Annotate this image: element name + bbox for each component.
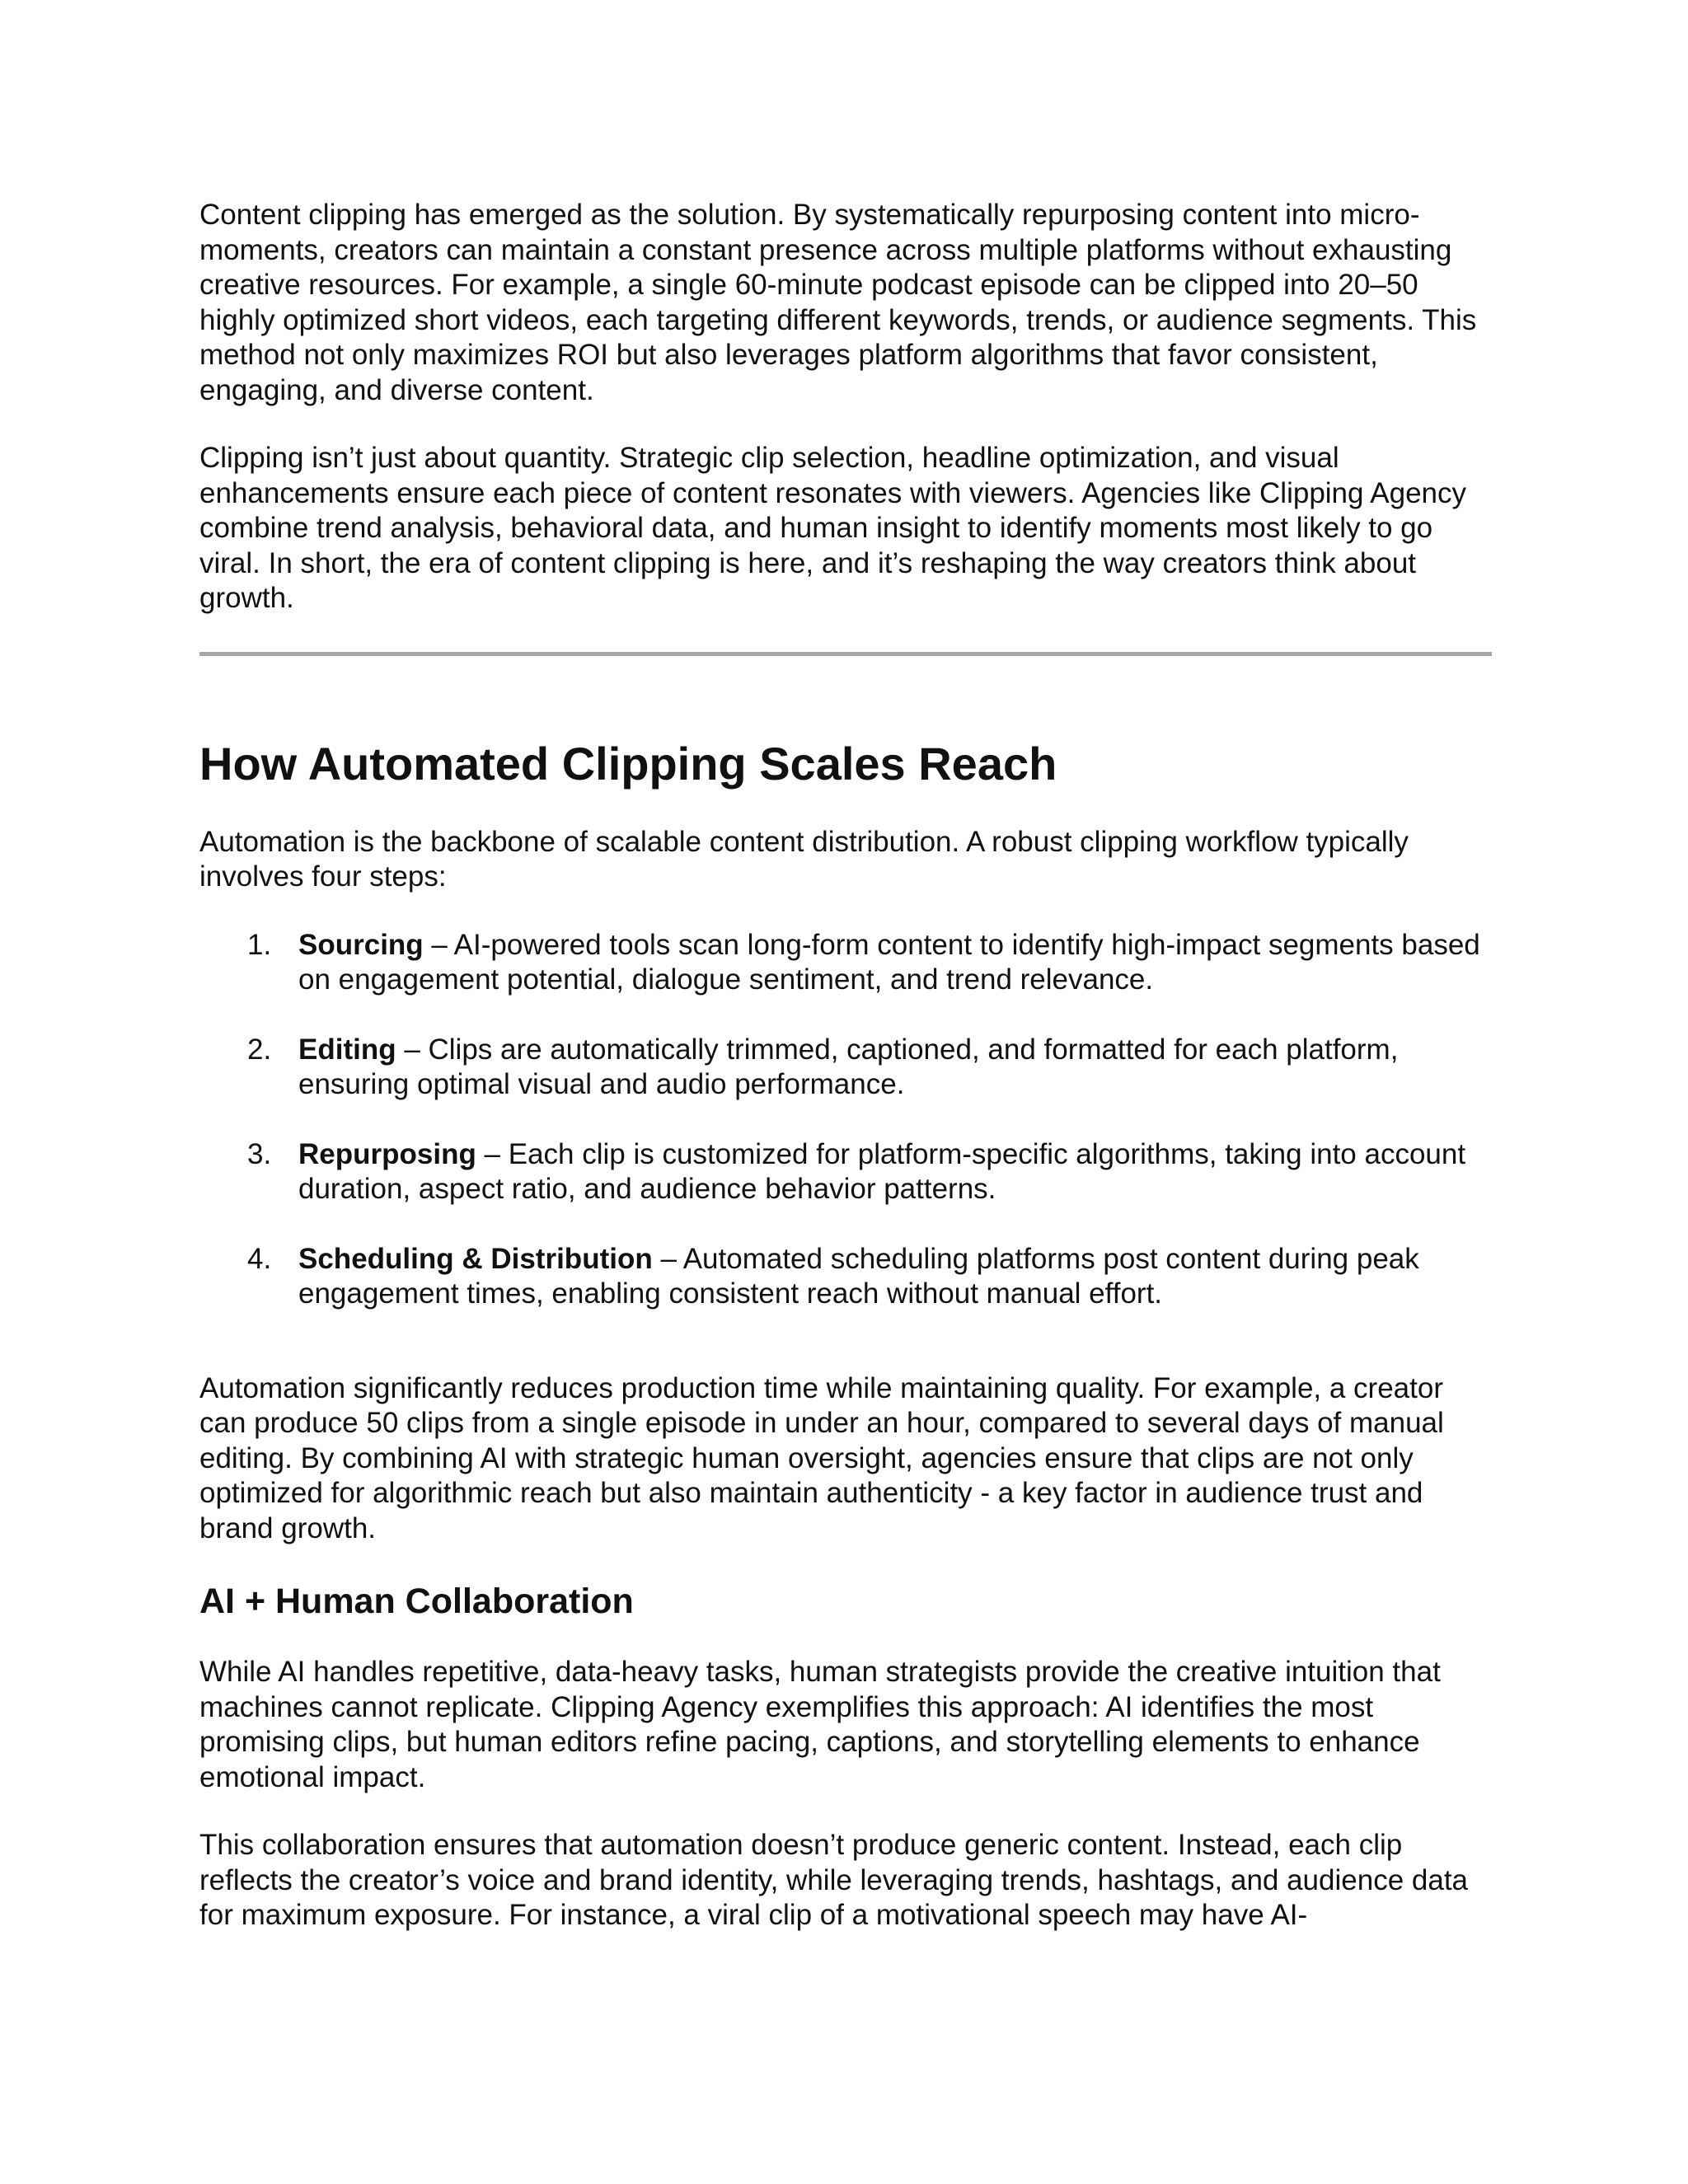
step-title: Editing xyxy=(298,1033,396,1066)
step-title: Repurposing xyxy=(298,1137,476,1170)
step-text: – Clips are automatically trimmed, captioned, and formatted for each platform, ensuring optimal visual and audio performance. xyxy=(298,1033,1399,1100)
step-text: – Each clip is customized for platform-specific algorithms, taking into account duration, aspect ratio, and audience behavior patterns. xyxy=(298,1137,1466,1205)
steps-list xyxy=(199,928,1492,1312)
list-item xyxy=(199,1242,1492,1312)
section-conclusion: Automation significantly reduces production time while maintaining quality. For example, a creator can produce 50 clips from a single episode in under an hour, compared to several days of manual editing. By combining AI with strategic human oversight, agencies ensure that clips are not only optimized for algorithmic reach but also maintain authenticity - a key factor in audience trust and brand growth. xyxy=(199,1371,1444,1544)
step-title: Scheduling & Distribution xyxy=(298,1242,653,1275)
subsection-heading: AI + Human Collaboration xyxy=(199,1582,634,1621)
subsection-paragraph-2: This collaboration ensures that automation doesn’t produce generic content. Instead, each clip reflects the creator’s voice and brand identity, while leveraging trends, hashtags, and audience data for maximum exposure. For instance, a viral clip of a motivational speech may have AI- xyxy=(199,1829,1469,1931)
document-page xyxy=(199,198,1492,1933)
section-heading: How Automated Clipping Scales Reach xyxy=(199,737,1057,790)
list-item xyxy=(199,1137,1492,1207)
list-number: 2. xyxy=(247,1033,272,1066)
list-number: 3. xyxy=(247,1137,272,1170)
list-item xyxy=(199,1033,1492,1103)
list-number: 1. xyxy=(247,928,272,961)
section-intro: Automation is the backbone of scalable content distribution. A robust clipping workflow typically involves four steps: xyxy=(199,825,1409,893)
horizontal-divider xyxy=(199,652,1492,656)
list-item xyxy=(199,928,1492,998)
intro-paragraph-2: Clipping isn’t just about quantity. Strategic clip selection, headline optimization, and visual enhancements ensure each piece of content resonates with viewers. Agencies like Clipping Agency combine trend analysis, behavioral data, and human insight to identify moments most likely to go viral. In short, the era of content clipping is here, and it’s reshaping the way creators think about growth. xyxy=(199,442,1467,614)
step-title: Sourcing xyxy=(298,928,424,961)
intro-paragraph-1: Content clipping has emerged as the solution. By systematically repurposing content into micro-moments, creators can maintain a constant presence across multiple platforms without exhausting creative resources. For example, a single 60-minute podcast episode can be clipped into 20–50 highly optimized short videos, each targeting different keywords, trends, or audience segments. This method not only maximizes ROI but also leverages platform algorithms that favor consistent, engaging, and diverse content. xyxy=(199,199,1477,406)
step-text: – Automated scheduling platforms post content during peak engagement times, enabling consistent reach without manual effort. xyxy=(298,1242,1419,1310)
list-number: 4. xyxy=(247,1242,272,1275)
subsection-paragraph-1: While AI handles repetitive, data-heavy tasks, human strategists provide the creative intuition that machines cannot replicate. Clipping Agency exemplifies this approach: AI identifies the most promising clips, but human editors refine pacing, captions, and storytelling elements to enhance emotional impact. xyxy=(199,1656,1441,1793)
step-text: – AI-powered tools scan long-form content to identify high-impact segments based on engagement potential, dialogue sentiment, and trend relevance. xyxy=(298,928,1480,996)
